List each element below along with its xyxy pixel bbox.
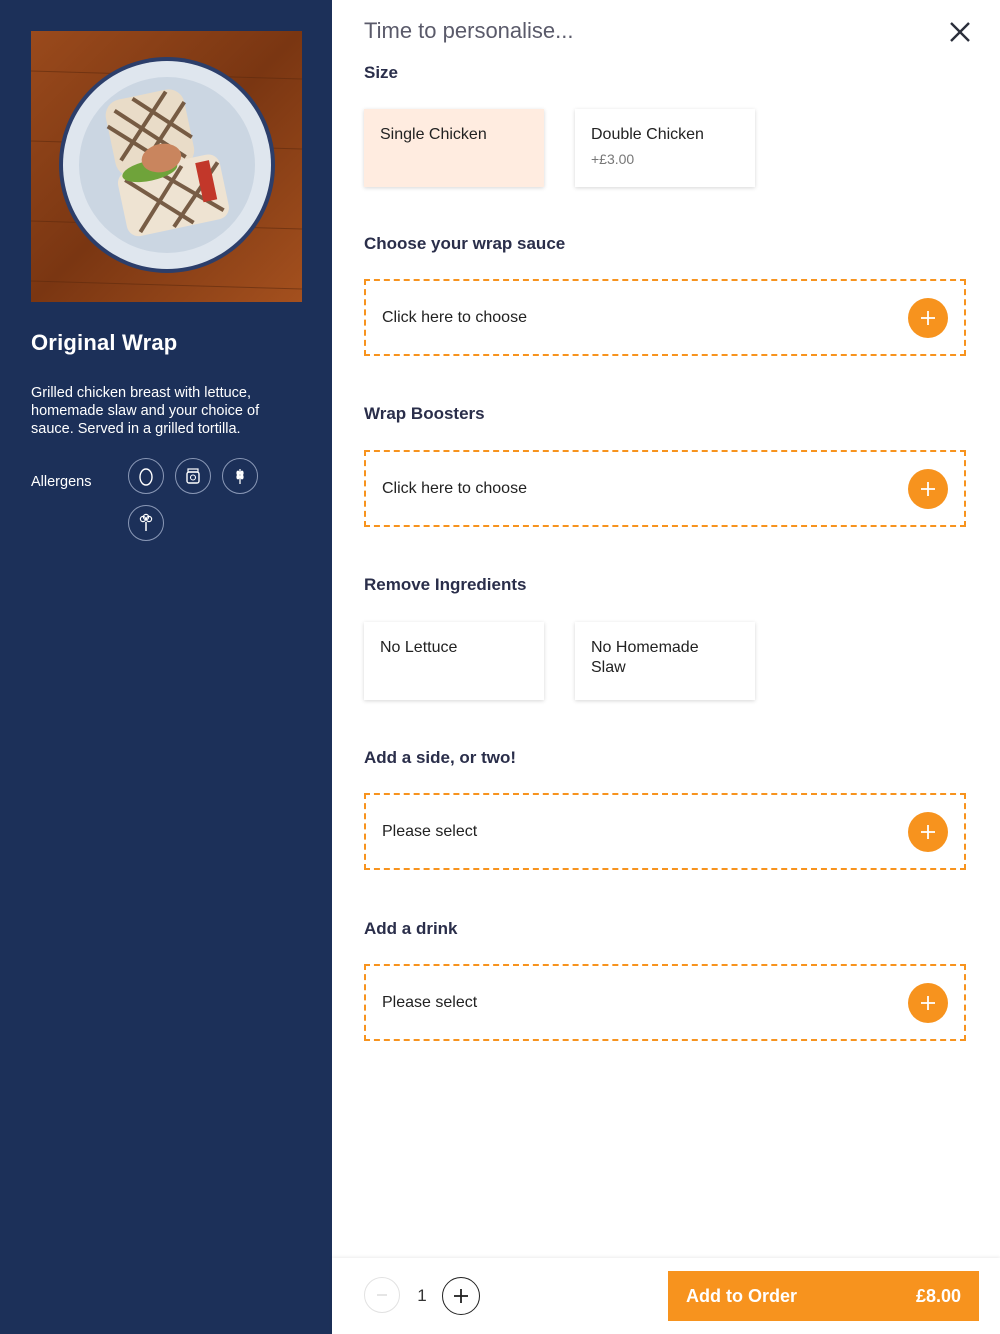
size-option-double-chicken[interactable] (575, 109, 755, 187)
product-panel (0, 0, 332, 1334)
order-footer (332, 1258, 1000, 1334)
boosters-chooser-text: Click here to choose (382, 479, 527, 497)
quantity-decrease-button[interactable] (364, 1277, 400, 1313)
wheat-icon (222, 458, 258, 494)
modal-title: Time to personalise... (364, 18, 574, 43)
quantity-increase-button[interactable] (442, 1277, 480, 1315)
order-total-price: £8.00 (915, 1285, 961, 1306)
size-heading: Size (364, 63, 399, 82)
side-chooser-text: Please select (382, 822, 478, 840)
product-description: Grilled chicken breast with lettuce, homemade slaw and your choice of sauce. Served in a grilled tortilla. (31, 385, 260, 437)
size-option-price: +£3.00 (591, 151, 635, 167)
size-option-single-chicken[interactable] (364, 109, 544, 187)
sauce-heading: Choose your wrap sauce (364, 234, 566, 253)
add-to-order-label: Add to Order (686, 1285, 797, 1306)
plus-icon (452, 1287, 470, 1305)
size-option-label: Single Chicken (380, 126, 487, 143)
minus-icon (374, 1287, 390, 1303)
remove-option-label: No Lettuce (380, 639, 458, 656)
size-option-label: Double Chicken (591, 126, 704, 143)
side-heading: Add a side, or two! (364, 748, 517, 767)
boosters-chooser[interactable] (364, 450, 966, 527)
drink-chooser-text: Please select (382, 993, 478, 1011)
plus-icon[interactable] (908, 983, 948, 1023)
sauce-chooser-text: Click here to choose (382, 308, 527, 326)
close-button[interactable] (944, 16, 976, 48)
close-icon (944, 16, 976, 48)
add-to-order-button[interactable] (668, 1271, 979, 1321)
remove-option-no-homemade-slaw[interactable] (575, 622, 755, 700)
allergens-label: Allergens (31, 474, 92, 490)
side-chooser[interactable] (364, 793, 966, 870)
remove-option-no-lettuce[interactable] (364, 622, 544, 700)
plus-icon[interactable] (908, 812, 948, 852)
remove-ingredients-heading: Remove Ingredients (364, 575, 527, 594)
mustard-jar-icon (175, 458, 211, 494)
boosters-heading: Wrap Boosters (364, 404, 485, 423)
egg-icon (128, 458, 164, 494)
sauce-chooser[interactable] (364, 279, 966, 356)
remove-option-label: No Homemade Slaw (591, 639, 699, 676)
drink-heading: Add a drink (364, 919, 458, 938)
product-title: Original Wrap (31, 330, 178, 355)
plus-icon[interactable] (908, 298, 948, 338)
plus-icon[interactable] (908, 469, 948, 509)
celery-icon (128, 505, 164, 541)
drink-chooser[interactable] (364, 964, 966, 1041)
personalise-panel (332, 0, 1000, 1334)
product-image (31, 31, 302, 302)
quantity-value: 1 (417, 1286, 427, 1305)
